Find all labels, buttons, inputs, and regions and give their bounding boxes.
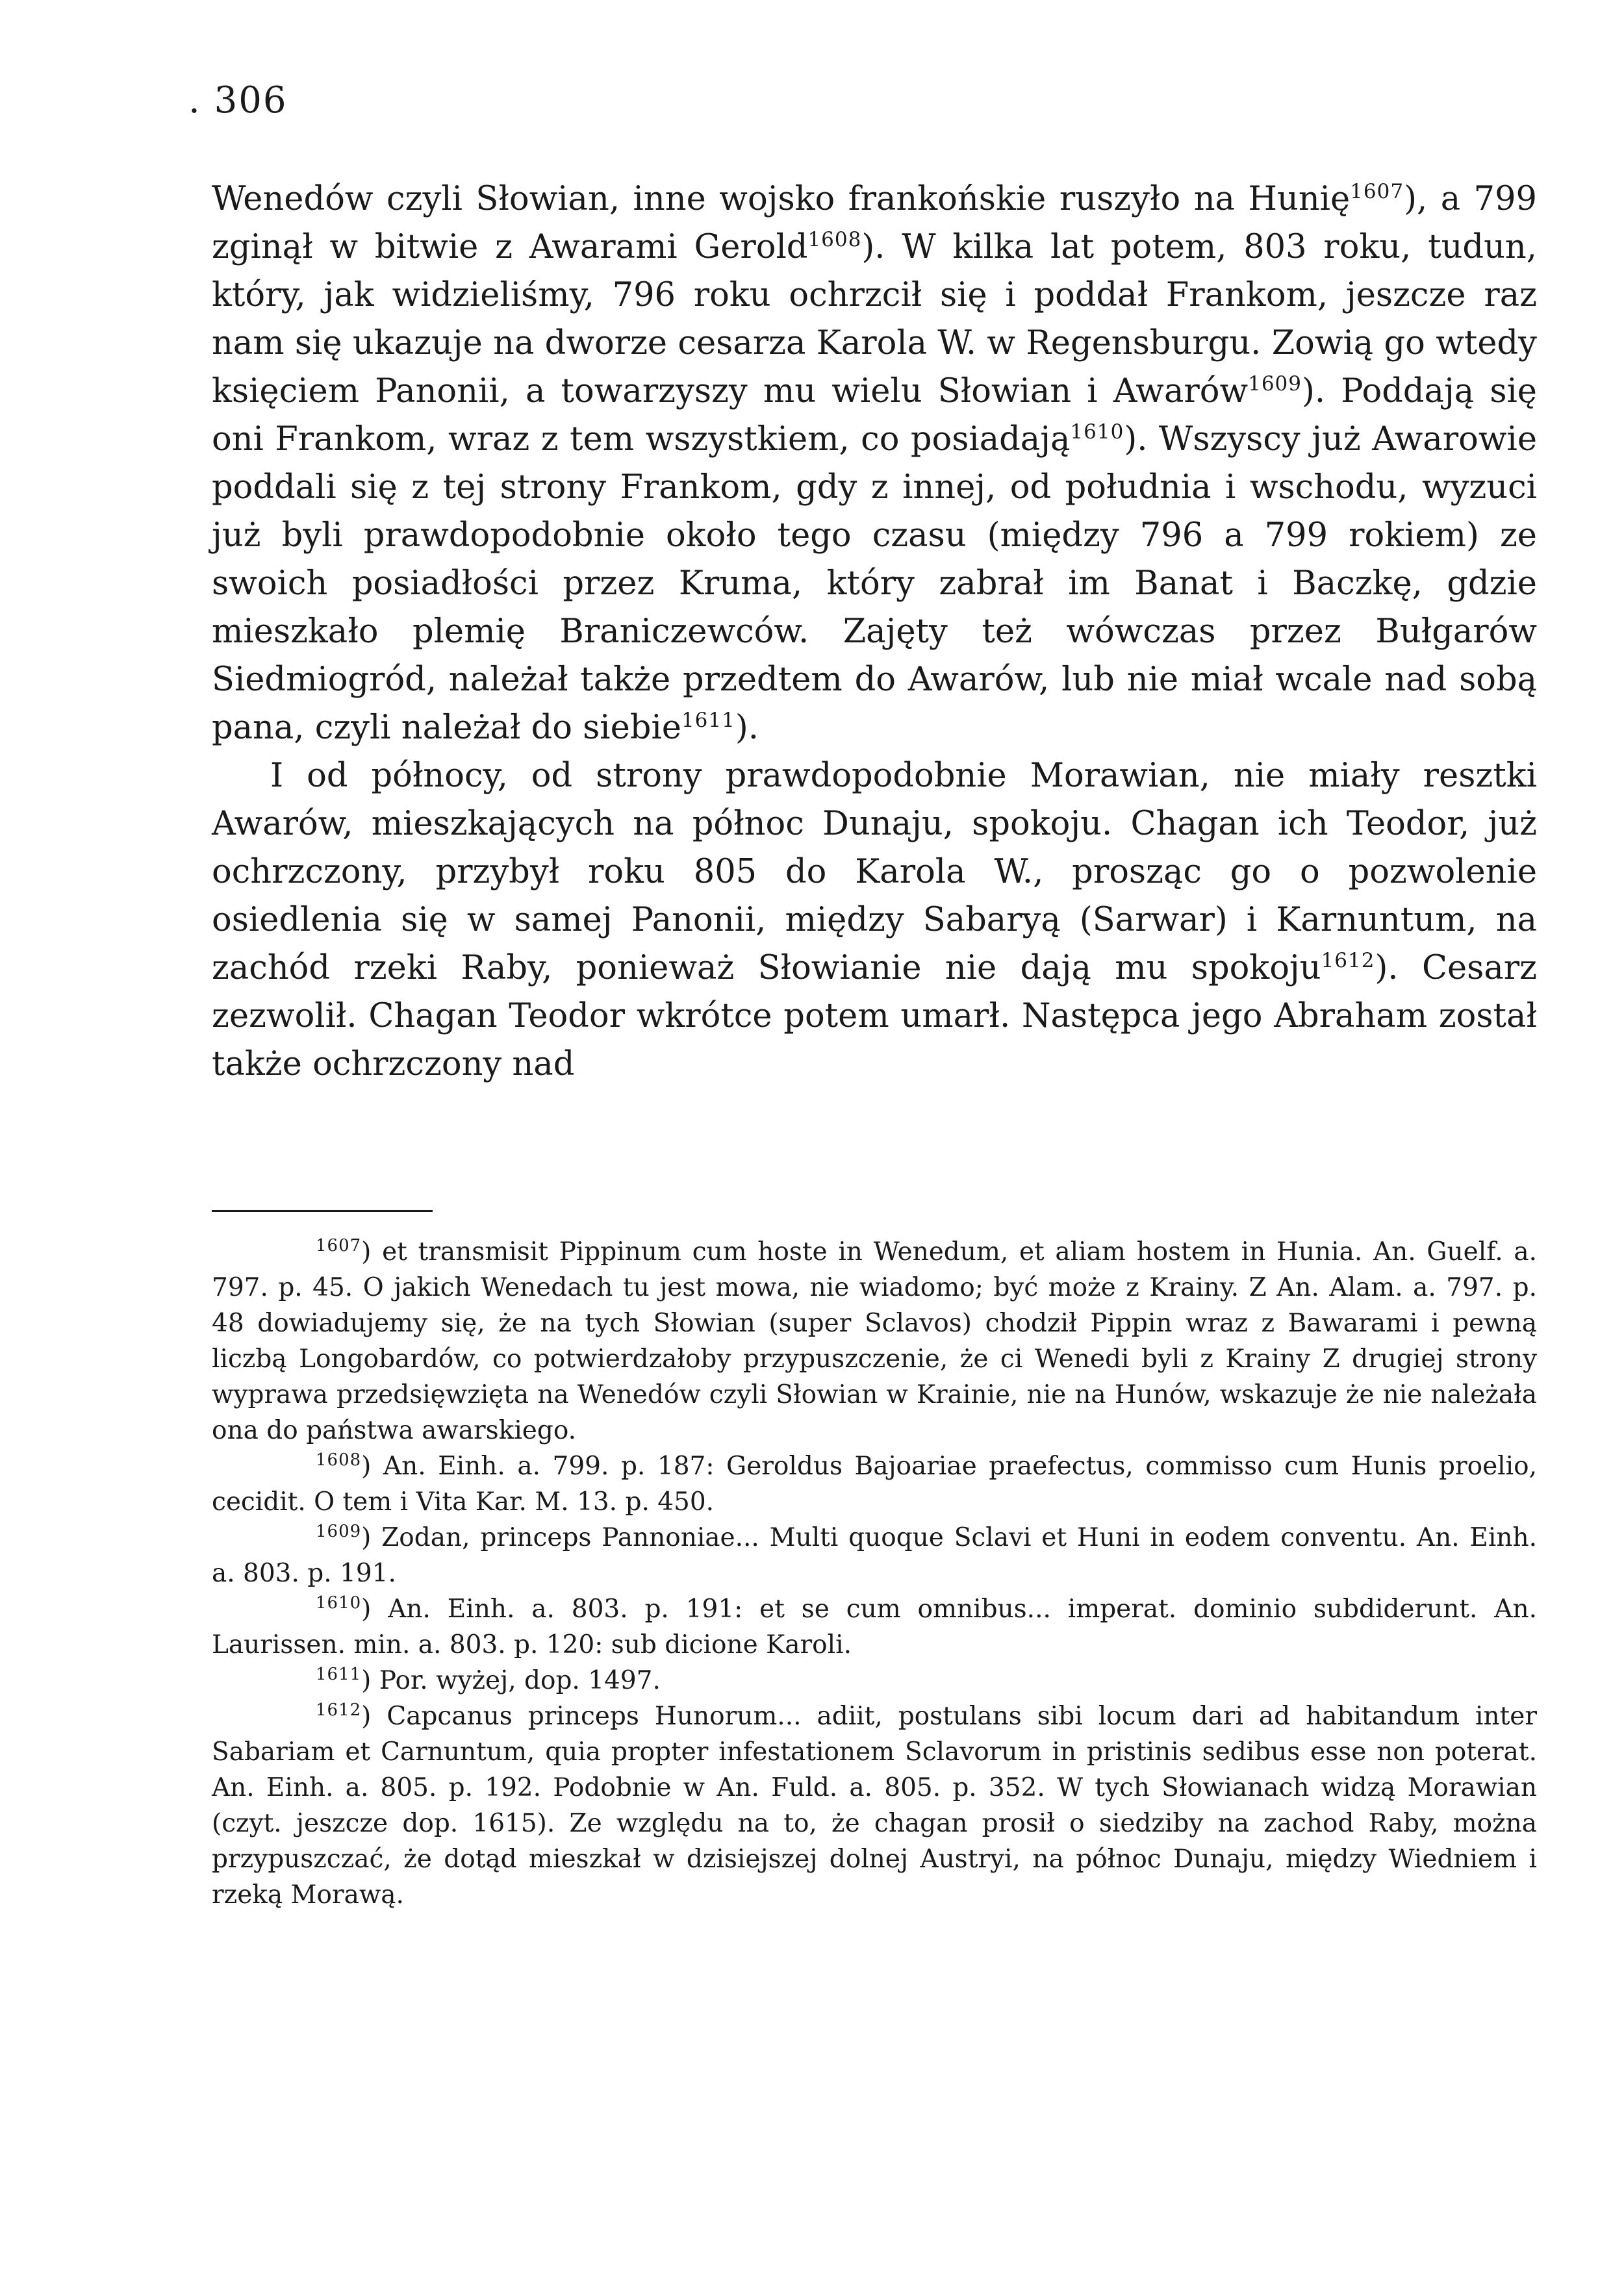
footnote-ref-1612[interactable]: 1612: [1321, 949, 1375, 972]
footnote-1611: [212, 1663, 1537, 1698]
footnote-1608: [212, 1448, 1537, 1520]
footnote-text: ) et transmisit Pippinum cum hoste in Wenedum, et aliam hostem in Hunia. An. Guelf. a. 797. p. 45. O jakich Wenedach tu jest mowa, nie wiadomo; być może z Krainy. Z An. Alam. a. 797. p. 48 dowiadujemy się, że na tych Słowian (super Sclavos) chodził Pippin wraz z Bawarami i pewną liczbą Longobardów, co potwierdzałoby przypuszczenie, że ci Wenedi byli z Krainy Z drugiej strony wyprawa przedsięwzięta na Wenedów czyli Słowian w Krainie, nie na Hunów, wskazuje że nie należała ona do państwa awarskiego.: [212, 1237, 1537, 1445]
page-number-value: 306: [214, 79, 288, 121]
footnote-number: 1612: [316, 1700, 362, 1720]
footnote-number: 1607: [316, 1236, 362, 1255]
main-paragraph-1: [212, 175, 1537, 752]
footnote-1610: [212, 1591, 1537, 1663]
footnote-number: 1608: [316, 1450, 362, 1470]
footnote-1609: [212, 1520, 1537, 1591]
page-number: [188, 78, 288, 123]
footnote-ref-1610[interactable]: 1610: [1070, 420, 1124, 444]
page-number-dot: .: [188, 79, 214, 121]
main-paragraph-1-part-c: ). W kilka lat potem, 803 roku, tudun, który, jak widzieliśmy, 796 roku ochrzcił się i poddał Frankom, jeszcze raz nam się ukazuje na dworze cesarza Karola W. w Regensburgu. Zowią go wtedy księciem Panonii, a towarzyszy mu wielu Słowian i Awarów: [212, 228, 1537, 410]
main-paragraph-2-part-a: I od północy, od strony prawdopodobnie Morawian, nie miały resztki Awarów, mieszkających na północ Dunaju, spokoju. Chagan ich Teodor, już ochrzczony, przybył roku 805 do Karola W., prosząc go o pozwolenie osiedlenia się w samej Panonii, między Sabaryą (Sarwar) i Karnuntum, na zachód rzeki Raby, ponieważ Słowianie nie dają mu spokoju: [212, 757, 1537, 987]
main-paragraph-2-part-b: ). Cesarz zezwolił. Chagan Teodor wkrótce potem umarł. Następca jego Abraham został także ochrzczony nad: [212, 949, 1537, 1083]
footnote-number: 1609: [316, 1522, 362, 1541]
footnote-text: ) Zodan, princeps Pannoniae... Multi quoque Sclavi et Huni in eodem conventu. An. Einh. a. 803. p. 191.: [212, 1523, 1537, 1588]
footnote-number: 1611: [316, 1665, 362, 1684]
footnote-ref-1607[interactable]: 1607: [1350, 180, 1404, 203]
main-paragraph-1-part-f: ).: [735, 709, 759, 747]
footnote-text: ) An. Einh. a. 799. p. 187: Geroldus Bajoariae praefectus, commisso cum Hunis proelio, cecidit. O tem i Vita Kar. M. 13. p. 450.: [212, 1452, 1537, 1517]
footnote-text: ) Capcanus princeps Hunorum... adiit, postulans sibi locum dari ad habitandum inter Sabariam et Carnuntum, quia propter infestationem Sclavorum in pristinis sedibus esse non poterat. An. Einh. a. 805. p. 192. Podobnie w An. Fuld. a. 805. p. 352. W tych Słowianach widzą Morawian (czyt. jeszcze dop. 1615). Ze względu na to, że chagan prosił o siedziby na zachod Raby, można przypuszczać, że dotąd mieszkał w dzisiejszej dolnej Austryi, na północ Dunaju, między Wiedniem i rzeką Morawą.: [212, 1702, 1537, 1910]
main-paragraph-1-part-e: ). Wszyscy już Awarowie poddali się z tej strony Frankom, gdy z innej, od południa i wschodu, wyzuci już byli prawdopodobnie około tego czasu (między 796 a 799 rokiem) ze swoich posiadłości przez Kruma, który zabrał im Banat i Baczkę, gdzie mieszkało plemię Braniczewców. Zajęty też wówczas przez Bułgarów Siedmiogród, należał także przedtem do Awarów, lub nie miał wcale nad sobą pana, czyli należał do siebie: [212, 420, 1537, 747]
footnote-ref-1608[interactable]: 1608: [807, 228, 862, 251]
main-paragraph-2: [212, 752, 1537, 1089]
footnote-text: ) An. Einh. a. 803. p. 191: et se cum omnibus... imperat. dominio subdiderunt. An. Laurissen. min. a. 803. p. 120: sub dicione Karoli.: [212, 1595, 1537, 1659]
main-paragraph-1-part-d: ). Poddają się oni Frankom, wraz z tem wszystkiem, co posiadają: [212, 372, 1537, 459]
footnote-divider: [212, 1210, 433, 1212]
main-paragraph-1-part-b: ), a 799 zginął w bitwie z Awarami Gerold: [212, 180, 1537, 266]
footnotes: [212, 1234, 1537, 1913]
main-text: [212, 175, 1537, 1089]
main-paragraph-1-part-a: Wenedów czyli Słowian, inne wojsko frankońskie ruszyło na Hunię: [212, 180, 1351, 218]
footnote-ref-1611[interactable]: 1611: [681, 709, 735, 732]
footnote-1612: [212, 1698, 1537, 1913]
footnote-1607: [212, 1234, 1537, 1448]
footnote-ref-1609[interactable]: 1609: [1248, 372, 1302, 396]
footnote-text: ) Por. wyżej, dop. 1497.: [361, 1666, 661, 1695]
footnote-number: 1610: [316, 1593, 362, 1613]
